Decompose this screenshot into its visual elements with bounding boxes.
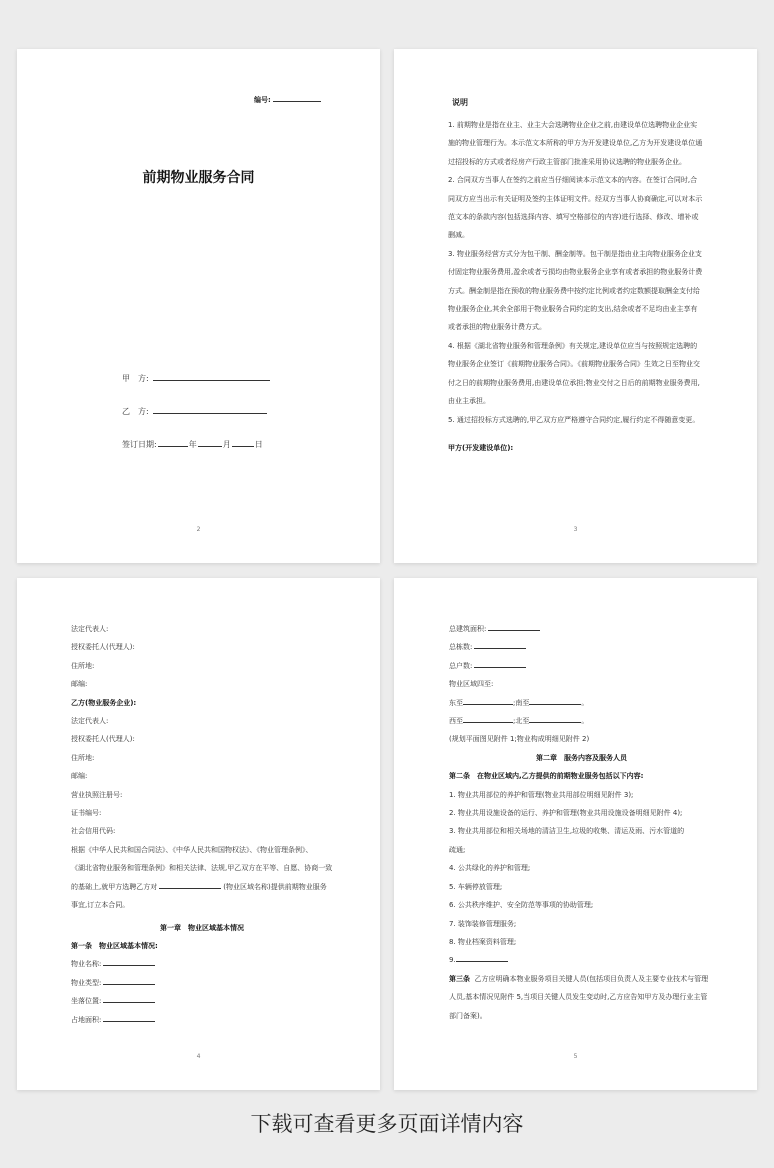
sign-date-label: 签订日期: [122,440,157,449]
field-label: 物业名称: [71,960,102,969]
instructions-heading: 说明 [452,98,468,107]
service-item: 4. 公共绿化的养护和管理; [449,864,531,873]
download-caption[interactable]: 下载可查看更多页面详情内容 [250,1112,524,1136]
chapter-2-title: 第二章 服务内容及服务人员 [536,753,627,762]
parties-body [71,620,333,1029]
field-label: 占地面积: [71,1015,102,1024]
text-line: 授权委托人(代理人): [71,735,135,744]
year-blank [158,438,188,447]
period: 。 [581,698,589,707]
document-page-services [394,578,757,1090]
document-page-instructions [394,49,757,563]
text-line: 法定代表人: [71,717,109,726]
south-blank [529,696,581,705]
instruction-paragraph-1: 1. 前期物业是指在业主、业主大会选聘物业企业之前,由建设单位选聘物业企业实施的物业管理行为。本示范文本所称的甲方为开发建设单位,乙方为开发建设单位通过招投标的方式或者经房产行政主管部门批准采用协议选聘的物业服务企业。 [448,121,703,166]
service-item: 1. 物业共用部位的养护和管理(物业共用部位明细见附件 3); [449,790,634,799]
instruction-paragraph-2: 2. 合同双方当事人在签约之前应当仔细阅读本示范文本的内容。在签订合同时,合同双方应当出示有关证明及签约主体证明文件。经双方当事人协商确定,可以对本示范文本的条款内容(包括选择内容、填写空格部位的内容)进行选择、修改、增补或删减。 [448,176,703,240]
field-blank [103,1013,155,1022]
instruction-paragraph-3: 3. 物业服务经营方式分为包干制、酬金制等。包干制是指由业主向物业服务企业支付固定物业服务费用,盈余或者亏损均由物业服务企业享有或者承担的物业服务计费方式。酬金制是指在预收的物业服务费中按约定比例或者约定数额提取酬金支付给物业服务企业,其余全部用于物业服务合同约定的支出,结余或者不足均由业主享有或者承担的物业服务计费方式。 [448,249,703,332]
north-label: ;北至 [513,717,530,726]
party-a-line [122,372,270,384]
doc-number-label: 编号: [254,96,271,104]
text-line: 邮编: [71,680,88,689]
party-a-label: 甲 方: [122,374,149,383]
field-row [71,955,333,973]
field-label: 坐落位置: [71,997,102,1006]
day-label: 日 [254,440,263,449]
basis-text: 《湖北省物业服务和管理条例》和相关法律、法规,甲乙双方在平等、自愿、协商一致的基础上,就甲方选聘乙方对 [71,864,333,891]
text-line: 营业执照注册号: [71,790,123,799]
basis-line-2 [71,859,333,914]
party-b-label: 乙 方: [122,407,149,416]
field-blank [103,976,155,985]
page-number: 2 [196,526,201,533]
period: 。 [581,717,589,726]
service-item: 疏通; [449,845,466,854]
service-item: 6. 公共秩序维护、安全防范等事项的协助管理; [449,901,594,910]
instructions-body [448,116,704,457]
text-line: 住所地: [71,661,95,670]
service-item: 3. 物业共用部位和相关场地的清洁卫生,垃圾的收集、清运及雨、污水管道的 [449,827,685,836]
party-b-line [122,405,267,417]
contract-title: 前期物业服务合同 [142,170,255,186]
service-item: 5. 车辆停放管理; [449,882,503,891]
text-line: 法定代表人: [71,625,109,633]
document-page-cover [17,49,380,563]
sign-date-line [122,438,263,450]
field-label: 物业类型: [71,978,102,987]
year-label: 年 [188,440,197,449]
service-item-9 [449,951,714,969]
field-row [71,1011,333,1029]
field-blank [474,640,526,649]
field-row [449,638,714,656]
west-blank [463,714,513,723]
field-row [449,620,714,638]
article-2-title: 第二条 在物业区域内,乙方提供的前期物业服务包括以下内容: [449,772,644,781]
field-blank [103,994,155,1003]
text-line: 邮编: [71,772,88,781]
services-body [449,620,714,1025]
text-line: 社会信用代码: [71,827,116,836]
west-label: 西至 [449,717,463,726]
east-blank [463,696,513,705]
text-line: 授权委托人(代理人): [71,643,135,652]
page-number: 4 [196,1053,201,1060]
field-label: 总户数: [449,661,473,670]
party-a-blank [153,372,270,381]
article-1-title: 第一条 物业区域基本情况: [71,941,158,950]
boundary-label: 物业区域四至: [449,680,494,689]
field-blank [103,957,155,966]
service-item: 2. 物业共用设施设备的运行、养护和管理(物业共用设施设备明细见附件 4); [449,809,683,818]
article-3 [449,970,714,1025]
doc-number [254,93,321,105]
text-line: 证书编号: [71,809,102,818]
page-number: 5 [573,1053,578,1060]
text-line: 住所地: [71,753,95,762]
party-a-developer-label: 甲方(开发建设单位): [448,443,514,452]
field-row [71,992,333,1010]
service-item: 7. 装饰装修管理服务; [449,919,517,928]
boundary-east-south [449,694,714,712]
basis-line-1: 根据《中华人民共和国合同法》、《中华人民共和国物权法》、《物业管理条例》、 [71,845,313,854]
attachment-note: (规划平面图见附件 1;物业构成明细见附件 2) [449,735,590,744]
party-b-heading: 乙方(物业服务企业): [71,698,137,707]
south-label: ;南至 [513,698,530,707]
item-number: 9. [449,956,456,965]
doc-number-blank [273,93,321,102]
field-label: 总建筑面积: [449,625,487,633]
month-blank [198,438,222,447]
service-item: 8. 物业档案资料管理; [449,937,517,946]
page-number: 3 [573,526,578,533]
boundary-west-north [449,712,714,730]
field-row [71,974,333,992]
north-blank [529,714,581,723]
field-label: 总栋数: [449,643,473,652]
item-blank [456,953,508,962]
instruction-paragraph-5: 5. 通过招投标方式选聘的,甲乙双方应严格遵守合同约定,履行约定不得随意变更。 [448,415,700,424]
east-label: 东至 [449,698,463,707]
area-name-blank [159,880,221,889]
field-blank [488,622,540,631]
party-b-blank [153,405,267,414]
document-page-parties [17,578,380,1090]
chapter-1-title: 第一章 物业区域基本情况 [160,923,244,932]
field-blank [474,659,526,668]
basis-text-end: (物业区域名称)提供前期物业服务事宜,订立本合同。 [71,882,327,910]
article-3-label: 第三条 [449,974,470,983]
article-3-text: 乙方应明确本物业服务项目关键人员(包括项目负责人及主要专业技术与管理人员,基本情况见附件 5,当项目关键人员发生变动时,乙方应告知甲方及办理行业主管部门备案)。 [449,974,709,1020]
day-blank [232,438,254,447]
month-label: 月 [222,440,231,449]
field-row [449,657,714,675]
instruction-paragraph-4: 4. 根据《湖北省物业服务和管理条例》有关规定,建设单位应当与按照规定选聘的物业服务企业签订《前期物业服务合同》。《前期物业服务合同》生效之日至物业交付之日的前期物业服务费用,由建设单位承担;物业交付之日后的前期物业服务费用,由业主承担。 [448,341,700,406]
